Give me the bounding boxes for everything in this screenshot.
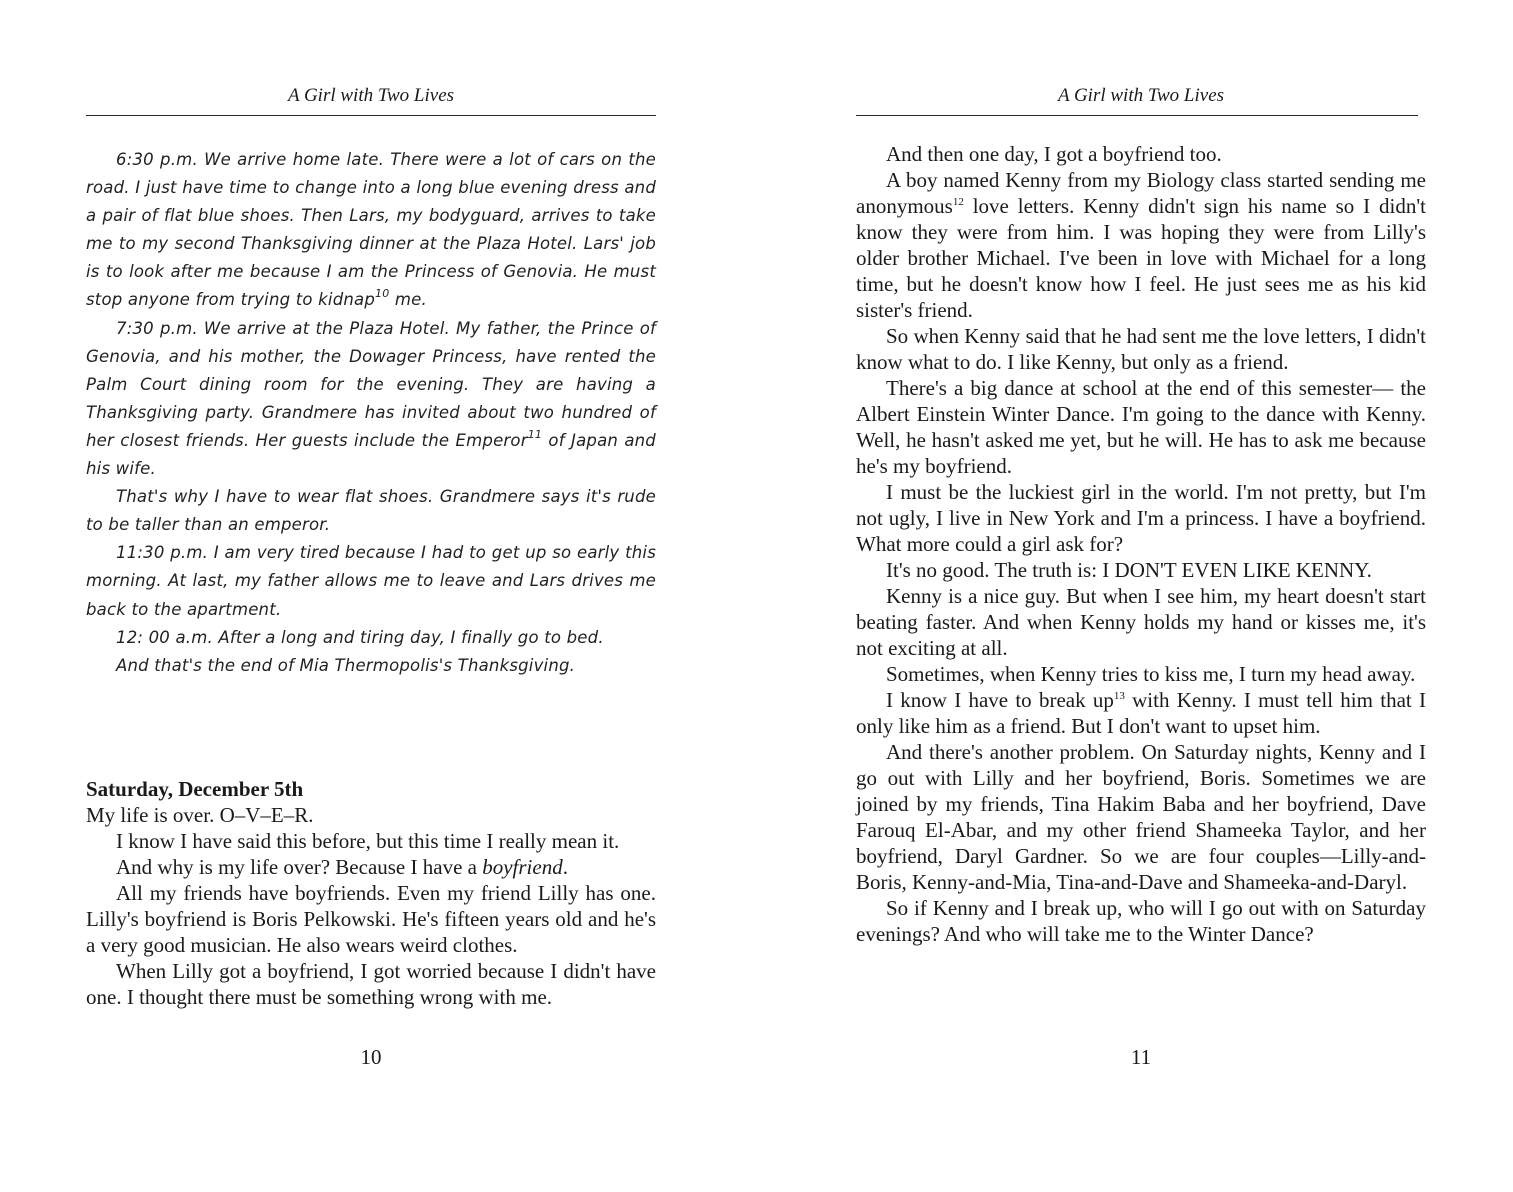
paragraph: So when Kenny said that he had sent me the love letters, I didn't know what to do. I like Kenny, but only as a friend.: [856, 324, 1426, 374]
paragraph: And why is my life over? Because I have a boyfriend.: [116, 855, 568, 879]
diary-entry: And that's the end of Mia Thermopolis's Thanksgiving.: [116, 655, 576, 675]
prose-block: [86, 802, 656, 1010]
right-page: [856, 0, 1426, 1192]
paragraph: All my friends have boyfriends. Even my friend Lilly has one. Lilly's boyfriend is Boris Pelkowski. He's fifteen years old and he's a very good musician. He also wears weird clothes.: [86, 881, 656, 957]
header-rule: [856, 115, 1418, 116]
left-page: [86, 0, 656, 1192]
paragraph: So if Kenny and I break up, who will I go out with on Saturday evenings? And who will take me to the Winter Dance?: [856, 896, 1426, 946]
diary-entry: That's why I have to wear flat shoes. Grandmere says it's rude to be taller than an emperor.: [86, 487, 656, 535]
paragraph: There's a big dance at school at the end of this semester— the Albert Einstein Winter Dance. I'm going to the dance with Kenny. Well, he hasn't asked me yet, but he will. He has to ask me because he's my boyfriend.: [856, 376, 1426, 478]
paragraph: And there's another problem. On Saturday nights, Kenny and I go out with Lilly and her boyfriend, Boris. Sometimes we are joined by my friends, Tina Hakim Baba and her boyfriend, Dave Farouq El-Abar, and my other friend Shameeka Taylor, and her boyfriend, Daryl Gardner. So we are four couples—Lilly-and-Boris, Kenny-and-Mia, Tina-and-Dave and Shameeka-and-Daryl.: [856, 740, 1426, 894]
diary-entry: 11:30 p.m. I am very tired because I had to get up so early this morning. At last, my father allows me to leave and Lars drives me back to the apartment.: [86, 543, 656, 619]
diary-entry: 6:30 p.m. We arrive home late. There were a lot of cars on the road. I just have time to change into a long blue evening dress and a pair of flat blue shoes. Then Lars, my bodyguard, arrives to take me to my second Thanksgiving dinner at the Plaza Hotel. Lars' job is to look after me because I am the Princess of Genovia. He must stop anyone from trying to kidnap$^{10}$ me.: [86, 150, 656, 310]
diary-entry: 12: 00 a.m. After a long and tiring day, I finally go to bed.: [116, 627, 604, 647]
running-head: A Girl with Two Lives: [1057, 85, 1225, 106]
diary-entries: [86, 146, 656, 680]
paragraph: My life is over. O–V–E–R.: [86, 803, 314, 827]
paragraph: Sometimes, when Kenny tries to kiss me, I turn my head away.: [886, 662, 1416, 686]
paragraph: When Lilly got a boyfriend, I got worried because I didn't have one. I thought there must be something wrong with me.: [86, 959, 656, 1009]
paragraph: I know I have said this before, but this time I really mean it.: [116, 829, 620, 853]
diary-entry: 7:30 p.m. We arrive at the Plaza Hotel. My father, the Prince of Genovia, and his mother, the Dowager Princess, have rented the Palm Court dining room for the evening. They are having a Thanksgiving party. Grandmere has invited about two hundred of her closest friends. Her guests include the Emperor$^{11}$ of Japan and his wife.: [86, 318, 656, 479]
paragraph: I know I have to break $up^{13}$ with Kenny. I must tell him that I only like him as a friend. But I don't want to upset him.: [856, 688, 1426, 738]
page-number: 11: [1130, 1045, 1152, 1069]
paragraph: And then one day, I got a boyfriend too.: [886, 142, 1222, 166]
section-heading: Saturday, December 5th: [86, 777, 304, 801]
paragraph: It's no good. The truth is: I DON'T EVEN LIKE KENNY.: [886, 558, 1372, 582]
paragraph: I must be the luckiest girl in the world. I'm not pretty, but I'm not ugly, I live in New York and I'm a princess. I have a boyfriend. What more could a girl ask for?: [856, 480, 1426, 556]
paragraph: Kenny is a nice guy. But when I see him, my heart doesn't start beating faster. And when Kenny holds my hand or kisses me, it's not exciting at all.: [856, 584, 1426, 660]
prose-block: [856, 141, 1426, 947]
running-head: A Girl with Two Lives: [287, 85, 455, 106]
paragraph: A boy named Kenny from my Biology class started sending me anonymous$^{12}$ love letters. Kenny didn't sign his name so I didn't know they were from him. I was hoping they were from Lilly's older brother Michael. I've been in love with Michael for a long time, but he doesn't know how I feel. He just sees me as his kid sister's friend.: [856, 168, 1426, 322]
header-rule: [86, 115, 656, 116]
page-number: 10: [360, 1045, 382, 1069]
